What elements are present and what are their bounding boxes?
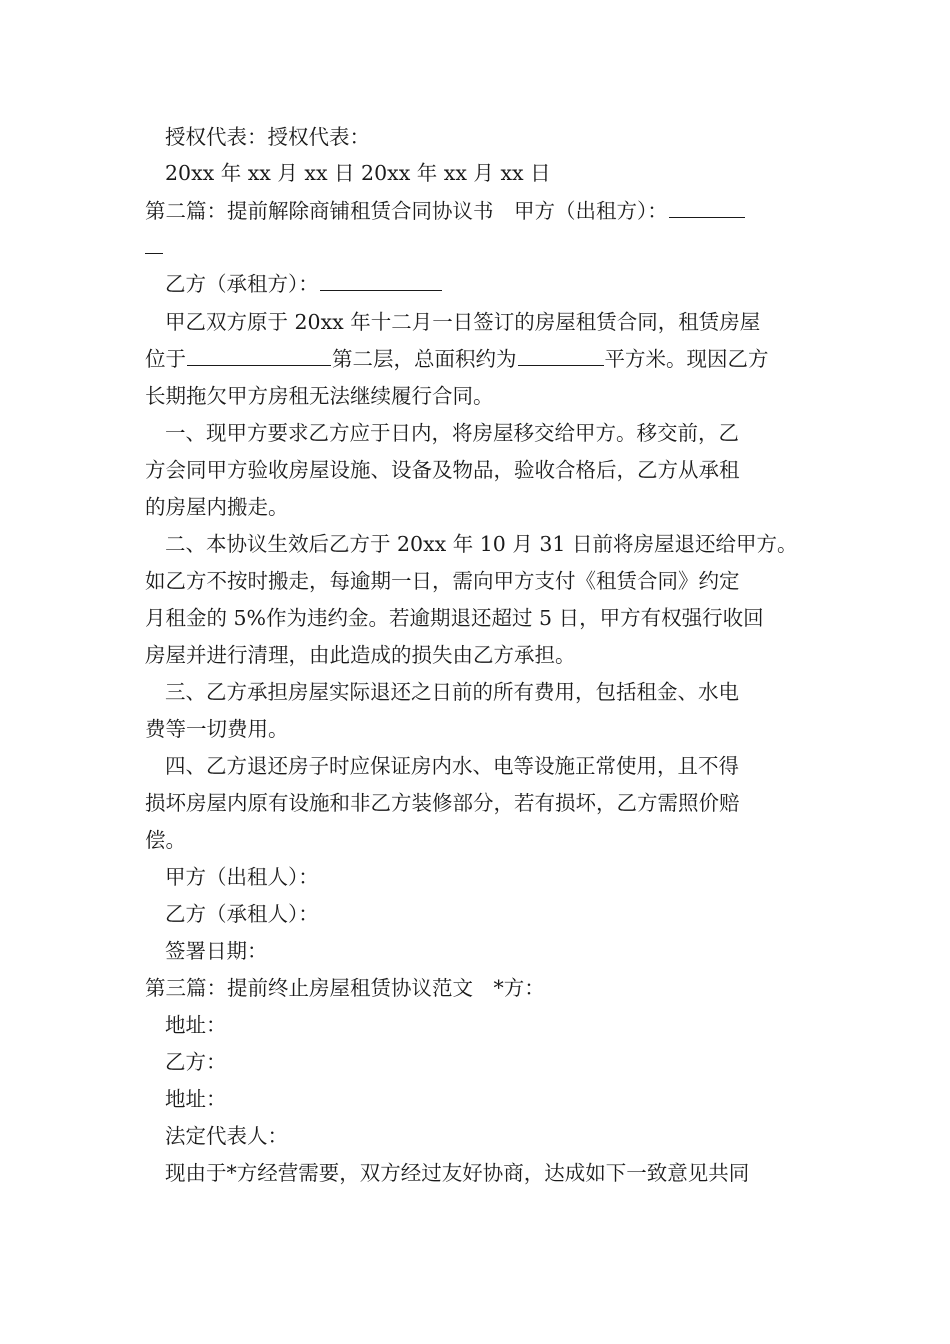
text-line: 乙方： <box>165 1050 227 1074</box>
text-line: 长期拖欠甲方房租无法继续履行合同。 <box>145 384 494 408</box>
text-line: 费等一切费用。 <box>145 717 289 741</box>
text-line: 现由于*方经营需要，双方经过友好协商，达成如下一致意见共同 <box>165 1161 750 1185</box>
text-line: 授权代表：授权代表： <box>165 125 370 149</box>
blank-underline <box>187 345 331 366</box>
text-line: 损坏房屋内原有设施和非乙方装修部分，若有损坏，乙方需照价赔 <box>145 791 740 815</box>
text-line: 甲方（出租人）： <box>165 865 319 889</box>
text-span: 平方米。现因乙方 <box>604 347 769 371</box>
text-line: 20xx 年 xx 月 xx 日 20xx 年 xx 月 xx 日 <box>165 161 551 185</box>
heading-text: 第二篇：提前解除商铺租赁合同协议书 甲方（出租方）： <box>145 199 668 223</box>
blank-underline <box>669 197 745 218</box>
text-line: 房屋并进行清理，由此造成的损失由乙方承担。 <box>145 643 576 667</box>
blank-underline <box>145 233 163 254</box>
text-span: 第二层，总面积约为 <box>332 347 517 371</box>
blank-underline <box>320 270 442 291</box>
text-line: 法定代表人： <box>165 1124 288 1148</box>
text-span: 乙方（承租方）： <box>165 272 319 296</box>
text-line: 方会同甲方验收房屋设施、设备及物品，验收合格后，乙方从承租 <box>145 458 740 482</box>
text-line: 乙方（承租人）： <box>165 902 319 926</box>
text-line <box>145 233 825 261</box>
text-line: 四、乙方退还房子时应保证房内水、电等设施正常使用，且不得 <box>165 754 739 778</box>
text-span: 位于 <box>145 347 186 371</box>
text-line: 月租金的 5%作为违约金。若逾期退还超过 5 日，甲方有权强行收回 <box>145 606 764 630</box>
text-line: 如乙方不按时搬走，每逾期一日，需向甲方支付《租赁合同》约定 <box>145 569 740 593</box>
blank-underline <box>518 345 604 366</box>
text-line: 三、乙方承担房屋实际退还之日前的所有费用，包括租金、水电 <box>165 680 739 704</box>
text-line: 一、现甲方要求乙方应于日内，将房屋移交给甲方。移交前，乙 <box>165 421 739 445</box>
text-line <box>145 270 845 298</box>
text-line: 甲乙双方原于 20xx 年十二月一日签订的房屋租赁合同，租赁房屋 <box>165 310 761 334</box>
text-line: 地址： <box>165 1013 227 1037</box>
section-heading: 第三篇：提前终止房屋租赁协议范文 *方： <box>145 976 545 1000</box>
text-line: 签署日期： <box>165 939 268 963</box>
text-line: 二、本协议生效后乙方于 20xx 年 10 月 31 日前将房屋退还给甲方。 <box>165 532 798 556</box>
text-line: 地址： <box>165 1087 227 1111</box>
text-line: 偿。 <box>145 828 186 852</box>
section-heading <box>145 197 825 225</box>
text-line <box>145 345 825 373</box>
text-line: 的房屋内搬走。 <box>145 495 289 519</box>
